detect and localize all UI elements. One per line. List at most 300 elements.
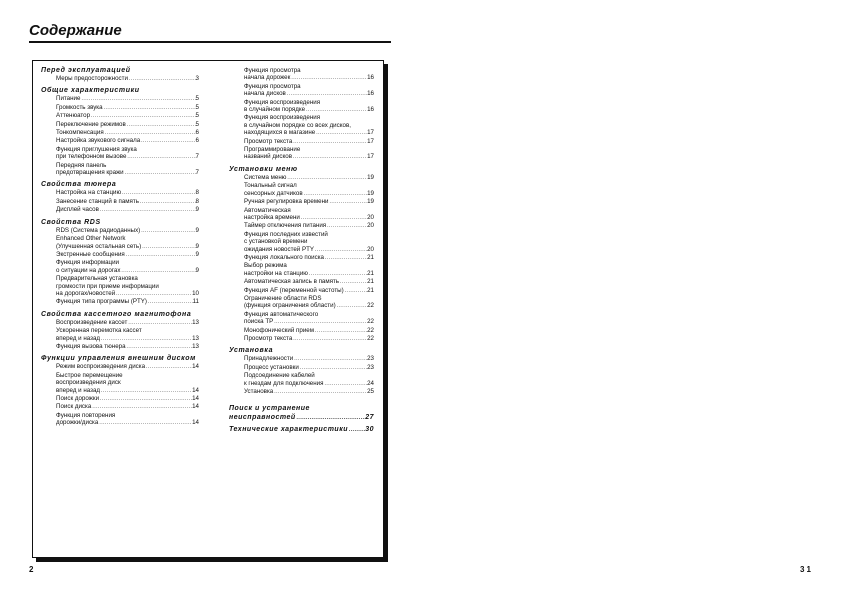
- toc-entry-text: Функция повторения: [56, 411, 116, 419]
- toc-entry-text: при телефонном вызове: [56, 153, 127, 161]
- toc-entry: [56, 227, 199, 235]
- section-heading: Свойства тюнера: [41, 181, 117, 189]
- toc-entry-text: Тональный сигнал: [244, 182, 297, 190]
- toc-entry-text: с установкой времени: [244, 238, 308, 246]
- toc-entry-row: [56, 112, 199, 120]
- toc-entry-text: Поиск и устранение: [229, 405, 310, 413]
- toc-entry-row: [244, 153, 374, 161]
- toc-entry-row: [56, 227, 199, 235]
- leader-dots: [104, 130, 196, 137]
- toc-entry-row: [56, 198, 199, 206]
- toc-entry: [244, 364, 374, 372]
- leader-dots: [292, 336, 367, 343]
- leader-dots: [91, 404, 192, 411]
- toc-entry-row: [244, 90, 374, 98]
- toc-page-number: 13: [192, 318, 199, 326]
- toc-entry: [229, 425, 374, 435]
- leader-dots: [305, 107, 367, 114]
- toc-page-number: 22: [367, 335, 374, 342]
- toc-entry: [244, 67, 374, 83]
- page-number-left: 2: [29, 565, 34, 574]
- toc-entry: [244, 174, 374, 182]
- toc-entry-row: [56, 137, 199, 145]
- toc-entry-text: Функция воспроизведения: [244, 114, 321, 122]
- toc-entry-text: Настройка звукового сигнала: [56, 137, 141, 145]
- toc-entry-row: [56, 403, 199, 411]
- toc-entry-row: [56, 95, 199, 103]
- toc-entry-text: о ситуации на дорогах: [56, 266, 121, 274]
- toc-entry-text: громкости при приеме информации: [56, 282, 159, 290]
- toc-entry: [56, 121, 199, 129]
- leader-dots: [126, 122, 196, 129]
- toc-page-number: 19: [367, 189, 374, 197]
- toc-entry-text: предотвращения кражи: [56, 169, 124, 177]
- toc-entry: [56, 206, 199, 214]
- section-heading: Общие характеристики: [41, 87, 140, 95]
- toc-entry-row: [56, 75, 199, 83]
- toc-entry-text: к гнездам для подключения: [244, 379, 324, 387]
- toc-entry: [229, 404, 374, 423]
- leader-dots: [292, 154, 367, 161]
- toc-entry-text: Передняя панель: [56, 161, 107, 169]
- toc-entry-text: Предварительная установка: [56, 275, 138, 283]
- toc-entry-row: [244, 364, 374, 372]
- leader-dots: [99, 207, 196, 214]
- toc-entry-text: Переключение режимов: [56, 120, 126, 128]
- toc-entry-text: Тонкомпенсация: [56, 129, 104, 137]
- toc-entry-row: [56, 419, 199, 427]
- section-heading: Свойства кассетного магнитофона: [41, 310, 192, 318]
- section-heading: Перед эксплуатацией: [41, 67, 131, 74]
- section-heading: Функции управления внешним диском: [41, 355, 196, 363]
- toc-entry-row: [56, 395, 199, 403]
- toc-entry-row: [56, 363, 199, 371]
- toc-entry-row: [56, 251, 199, 259]
- leader-dots: [126, 154, 195, 161]
- toc-entry-row: [56, 267, 199, 275]
- toc-entry-row: [56, 298, 199, 306]
- toc-page-number: 21: [367, 278, 374, 286]
- toc-entry-text: Дисплей часов: [56, 206, 99, 214]
- toc-page-number: 14: [192, 363, 199, 371]
- toc-entry-row: [244, 388, 374, 396]
- toc-page-number: 9: [195, 242, 199, 250]
- toc-page-number: 25: [367, 388, 374, 396]
- toc-entry-text: дорожки/диска: [56, 419, 99, 427]
- page-number-right: 31: [800, 565, 813, 574]
- toc-page-number: 22: [367, 302, 374, 310]
- toc-page-number: 8: [195, 189, 199, 197]
- toc-entry: [244, 388, 374, 396]
- toc-entry: [244, 311, 374, 327]
- toc-page-number: 24: [367, 379, 374, 387]
- toc-entry: [244, 295, 374, 311]
- toc-entry-row: [56, 121, 199, 129]
- toc-entry-text: находящихся в магазине: [244, 129, 316, 137]
- toc-entry-row: [244, 254, 374, 262]
- leader-dots: [127, 320, 192, 327]
- toc-entry-row: [56, 290, 199, 298]
- toc-page-number: 9: [195, 206, 199, 214]
- toc-entry-row: [244, 246, 374, 254]
- toc-entry: [244, 83, 374, 99]
- toc-entry: [56, 198, 199, 206]
- toc-entry-text: в случайном порядке со всех дисков,: [244, 121, 351, 129]
- leader-dots: [315, 130, 367, 137]
- leader-dots: [296, 414, 366, 423]
- toc-entry-text: Система меню: [244, 173, 287, 181]
- toc-entry: [244, 372, 374, 388]
- toc-entry-text: Функция просмотра: [244, 67, 301, 74]
- toc-entry-row: [244, 129, 374, 137]
- leader-dots: [286, 91, 367, 98]
- toc-entry-text: Функция приглушения звука: [56, 145, 137, 153]
- leader-dots: [139, 199, 196, 206]
- toc-page-number: 9: [195, 250, 199, 258]
- toc-entry-text: Таймер отключения питания: [244, 222, 327, 230]
- toc-page-number: 16: [367, 74, 374, 82]
- toc-page-number: 6: [195, 129, 199, 137]
- leader-dots: [323, 381, 367, 388]
- toc-entry: [244, 207, 374, 223]
- toc-entry-text: Подсоединение кабелей: [244, 372, 315, 380]
- toc-page-number: 23: [367, 363, 374, 371]
- leader-dots: [292, 139, 367, 146]
- toc-entry: [56, 162, 199, 178]
- toc-page-number: 22: [367, 318, 374, 326]
- toc-entry: [56, 112, 199, 120]
- toc-entry: [56, 275, 199, 298]
- toc-entry-row: [56, 169, 199, 177]
- toc-entry-text: Автоматическая запись в память: [244, 278, 340, 286]
- leader-dots: [100, 336, 192, 343]
- toc-entry-text: в случайном порядке: [244, 106, 306, 114]
- leader-dots: [273, 319, 367, 326]
- toc-page-number: 14: [192, 419, 199, 427]
- toc-entry: [244, 222, 374, 230]
- toc-page-number: 7: [195, 169, 199, 177]
- leader-dots: [328, 199, 367, 206]
- toc-page-number: 17: [367, 153, 374, 161]
- toc-entry-text: начала дисков: [244, 90, 286, 98]
- toc-entry-text: Автоматическая: [244, 206, 291, 214]
- leader-dots: [140, 138, 195, 145]
- toc-entry-text: Функция AF (переменной частоты): [244, 286, 344, 294]
- toc-entry-row: [244, 355, 374, 363]
- leader-dots: [290, 75, 367, 82]
- toc-entry-text: настройки на станцию: [244, 269, 308, 277]
- leader-dots: [128, 76, 196, 83]
- leader-dots: [314, 328, 367, 335]
- leader-dots: [100, 388, 192, 395]
- toc-entry-row: [56, 319, 199, 327]
- toc-page-number: 20: [367, 222, 374, 230]
- toc-entry-text: Функция автоматического: [244, 310, 319, 318]
- toc-page-number: 7: [195, 153, 199, 161]
- leader-dots: [126, 344, 193, 351]
- toc-entry-text: (Улучшенная остальная сеть): [56, 242, 142, 250]
- leader-dots: [303, 191, 368, 198]
- toc-page-number: 16: [367, 90, 374, 98]
- toc-entry-row: [244, 327, 374, 335]
- toc-entry: [56, 95, 199, 103]
- toc-entry-text: неисправностей: [229, 414, 296, 422]
- toc-entry: [56, 137, 199, 145]
- toc-page-number: 5: [195, 103, 199, 111]
- toc-entry-text: Просмотр текста: [244, 335, 293, 342]
- toc-entry-row: [229, 425, 374, 435]
- toc-entry-row: [56, 104, 199, 112]
- toc-entry: [56, 372, 199, 395]
- section-spacer: [229, 396, 374, 402]
- leader-dots: [339, 279, 367, 286]
- toc-entry-text: Выбор режима: [244, 262, 287, 270]
- toc-entry: [56, 395, 199, 403]
- toc-entry-row: [56, 243, 199, 251]
- toc-entry-text: Меры предосторожности: [56, 75, 128, 82]
- leader-dots: [98, 420, 192, 427]
- toc-entry-text: Функция воспроизведения: [244, 98, 321, 106]
- toc-entry-row: [56, 206, 199, 214]
- toc-entry-text: Функция информации: [56, 259, 119, 267]
- leader-dots: [125, 252, 196, 259]
- contents-column-right: [229, 67, 374, 435]
- toc-page-number: 10: [192, 289, 199, 297]
- toc-entry: [56, 319, 199, 327]
- toc-page-number: 3: [195, 75, 199, 82]
- toc-entry-text: Быстрое перемещение: [56, 371, 123, 379]
- toc-page-number: 5: [195, 95, 199, 103]
- toc-page-number: 14: [192, 403, 199, 411]
- toc-entry-text: названий дисков: [244, 153, 292, 161]
- toc-entry-text: Принадлежности: [244, 355, 294, 363]
- toc-entry-text: Громкость звука: [56, 103, 103, 111]
- leader-dots: [314, 247, 367, 254]
- leader-dots: [115, 291, 192, 298]
- toc-entry-text: вперед и назад: [56, 386, 101, 394]
- toc-entry: [56, 251, 199, 259]
- toc-page-number: 9: [195, 226, 199, 234]
- contents-box: [32, 60, 384, 558]
- toc-entry-row: [244, 318, 374, 326]
- toc-entry: [56, 235, 199, 251]
- toc-entry-text: Функция вызова тюнера: [56, 342, 126, 350]
- leader-dots: [336, 303, 367, 310]
- toc-page-number: 20: [367, 213, 374, 221]
- toc-entry-text: RDS (Система радиоданных): [56, 226, 141, 234]
- toc-page-number: 16: [367, 106, 374, 114]
- toc-page-number: 19: [367, 198, 374, 206]
- toc-entry: [244, 231, 374, 254]
- toc-entry: [56, 298, 199, 306]
- leader-dots: [273, 389, 367, 396]
- leader-dots: [300, 215, 367, 222]
- toc-page-number: 6: [195, 137, 199, 145]
- toc-entry: [244, 146, 374, 162]
- toc-page-number: 8: [195, 197, 199, 205]
- toc-entry-text: (функция ограничения области): [244, 302, 336, 310]
- toc-entry: [244, 182, 374, 198]
- leader-dots: [80, 96, 195, 103]
- toc-entry-row: [244, 138, 374, 146]
- toc-entry-row: [244, 174, 374, 182]
- toc-entry-row: [56, 189, 199, 197]
- toc-entry-row: [244, 74, 374, 82]
- toc-entry-row: [56, 153, 199, 161]
- toc-entry-text: Аттенюатор: [56, 112, 91, 120]
- toc-entry-text: на дорогах/новостей: [56, 289, 116, 297]
- toc-entry-text: Экстренные сообщения: [56, 250, 125, 258]
- toc-entry-text: начала дорожек: [244, 74, 291, 82]
- toc-page-number: 9: [195, 266, 199, 274]
- toc-page-number: 30: [365, 426, 374, 434]
- toc-entry: [56, 189, 199, 197]
- toc-entry: [56, 75, 199, 83]
- toc-page-number: 5: [195, 112, 199, 120]
- toc-entry-row: [244, 190, 374, 198]
- toc-entry-text: Занесение станций в память: [56, 197, 139, 205]
- toc-entry-text: Ограничение области RDS: [244, 294, 322, 302]
- toc-page-number: 23: [367, 355, 374, 363]
- toc-entry-text: Поиск дорожки: [56, 395, 100, 402]
- toc-entry-row: [244, 302, 374, 310]
- toc-page-number: 11: [192, 298, 199, 306]
- toc-page-number: 19: [367, 173, 374, 181]
- toc-entry-text: Процесс установки: [244, 363, 299, 371]
- toc-entry-text: воспроизведения диск: [56, 379, 121, 387]
- toc-page-number: 21: [367, 286, 374, 294]
- page-title: Содержание: [29, 22, 122, 39]
- toc-entry-row: [56, 129, 199, 137]
- toc-entry: [244, 355, 374, 363]
- section-heading: Установки меню: [229, 165, 298, 173]
- toc-entry-row: [244, 270, 374, 278]
- toc-page-number: 5: [195, 120, 199, 128]
- section-heading: Свойства RDS: [41, 218, 101, 226]
- toc-entry: [244, 254, 374, 262]
- toc-entry: [244, 327, 374, 335]
- leader-dots: [120, 268, 195, 275]
- toc-entry-row: [56, 387, 199, 395]
- toc-entry-text: Функция типа программы (PTY): [56, 298, 147, 306]
- toc-entry: [56, 363, 199, 371]
- title-rule: [29, 41, 391, 43]
- leader-dots: [348, 426, 365, 435]
- toc-entry-text: сенсорных датчиков: [244, 189, 303, 197]
- leader-dots: [140, 228, 195, 235]
- toc-entry: [56, 129, 199, 137]
- leader-dots: [124, 170, 196, 177]
- toc-entry-text: Просмотр текста: [244, 137, 293, 145]
- toc-entry-row: [244, 106, 374, 114]
- toc-entry-row: [244, 335, 374, 343]
- toc-entry-text: Ускоренная перемотка кассет: [56, 327, 142, 335]
- toc-entry: [56, 259, 199, 275]
- toc-page-number: 13: [192, 342, 199, 350]
- toc-entry-text: Настройка на станцию: [56, 189, 122, 197]
- toc-entry-text: Технические характеристики: [229, 426, 349, 434]
- toc-entry-text: Программирование: [244, 146, 301, 154]
- leader-dots: [308, 271, 367, 278]
- toc-entry: [56, 412, 199, 428]
- toc-entry: [56, 343, 199, 351]
- toc-entry-text: Функция локального поиска: [244, 253, 324, 261]
- toc-entry-text: настройка времени: [244, 213, 300, 221]
- toc-entry-row: [244, 287, 374, 295]
- leader-dots: [103, 105, 196, 112]
- toc-entry-row: [56, 335, 199, 343]
- toc-entry: [244, 278, 374, 286]
- toc-entry: [56, 403, 199, 411]
- section-heading: Установка: [229, 347, 274, 355]
- toc-entry-row: [244, 278, 374, 286]
- toc-entry-row: [244, 198, 374, 206]
- toc-page-number: 21: [367, 253, 374, 261]
- toc-entry-text: Питание: [56, 95, 81, 103]
- toc-entry-text: Поиск диска: [56, 403, 92, 411]
- toc-entry: [56, 327, 199, 343]
- contents-column-left: [41, 67, 199, 428]
- toc-entry: [244, 138, 374, 146]
- toc-entry-text: Монофонический прием: [244, 326, 314, 334]
- toc-entry-text: Функция просмотра: [244, 82, 301, 90]
- toc-page-number: 20: [367, 245, 374, 253]
- toc-page-number: 14: [192, 386, 199, 394]
- toc-entry-text: Enhanced Other Network: [56, 235, 126, 243]
- toc-entry: [244, 335, 374, 343]
- toc-page-number: 17: [367, 129, 374, 137]
- toc-entry: [244, 262, 374, 278]
- toc-page-number: 13: [192, 334, 199, 342]
- toc-entry-row: [244, 214, 374, 222]
- toc-entry-text: Установка: [244, 388, 274, 396]
- leader-dots: [293, 356, 367, 363]
- toc-entry-text: Воспроизведение кассет: [56, 318, 128, 326]
- toc-entry-row: [56, 343, 199, 351]
- leader-dots: [324, 255, 367, 262]
- toc-entry-text: Функция последних известий: [244, 230, 328, 238]
- toc-page-number: 17: [367, 137, 374, 145]
- toc-entry-text: Режим воспроизведения диска: [56, 363, 146, 371]
- toc-entry-row: [244, 222, 374, 230]
- leader-dots: [147, 299, 193, 306]
- toc-page-number: 14: [192, 395, 199, 402]
- toc-page-number: 27: [365, 414, 374, 422]
- toc-page-number: 21: [367, 269, 374, 277]
- leader-dots: [141, 244, 195, 251]
- toc-entry: [244, 287, 374, 295]
- toc-entry-text: ожидания новостей PTY: [244, 245, 314, 253]
- toc-page-number: 22: [367, 326, 374, 334]
- toc-entry: [56, 146, 199, 162]
- leader-dots: [145, 364, 192, 371]
- toc-entry-text: поиска TP: [244, 318, 274, 326]
- toc-entry: [56, 104, 199, 112]
- leader-dots: [286, 175, 367, 182]
- toc-entry-text: Ручная регулировка времени: [244, 198, 329, 206]
- toc-entry: [244, 114, 374, 137]
- toc-entry: [244, 99, 374, 115]
- leader-dots: [99, 396, 192, 403]
- toc-entry: [244, 198, 374, 206]
- toc-entry-text: вперед и назад: [56, 334, 101, 342]
- toc-entry-row: [244, 380, 374, 388]
- leader-dots: [326, 223, 367, 230]
- leader-dots: [344, 288, 367, 295]
- leader-dots: [121, 190, 195, 197]
- leader-dots: [299, 365, 367, 372]
- toc-entry-row: [229, 413, 374, 423]
